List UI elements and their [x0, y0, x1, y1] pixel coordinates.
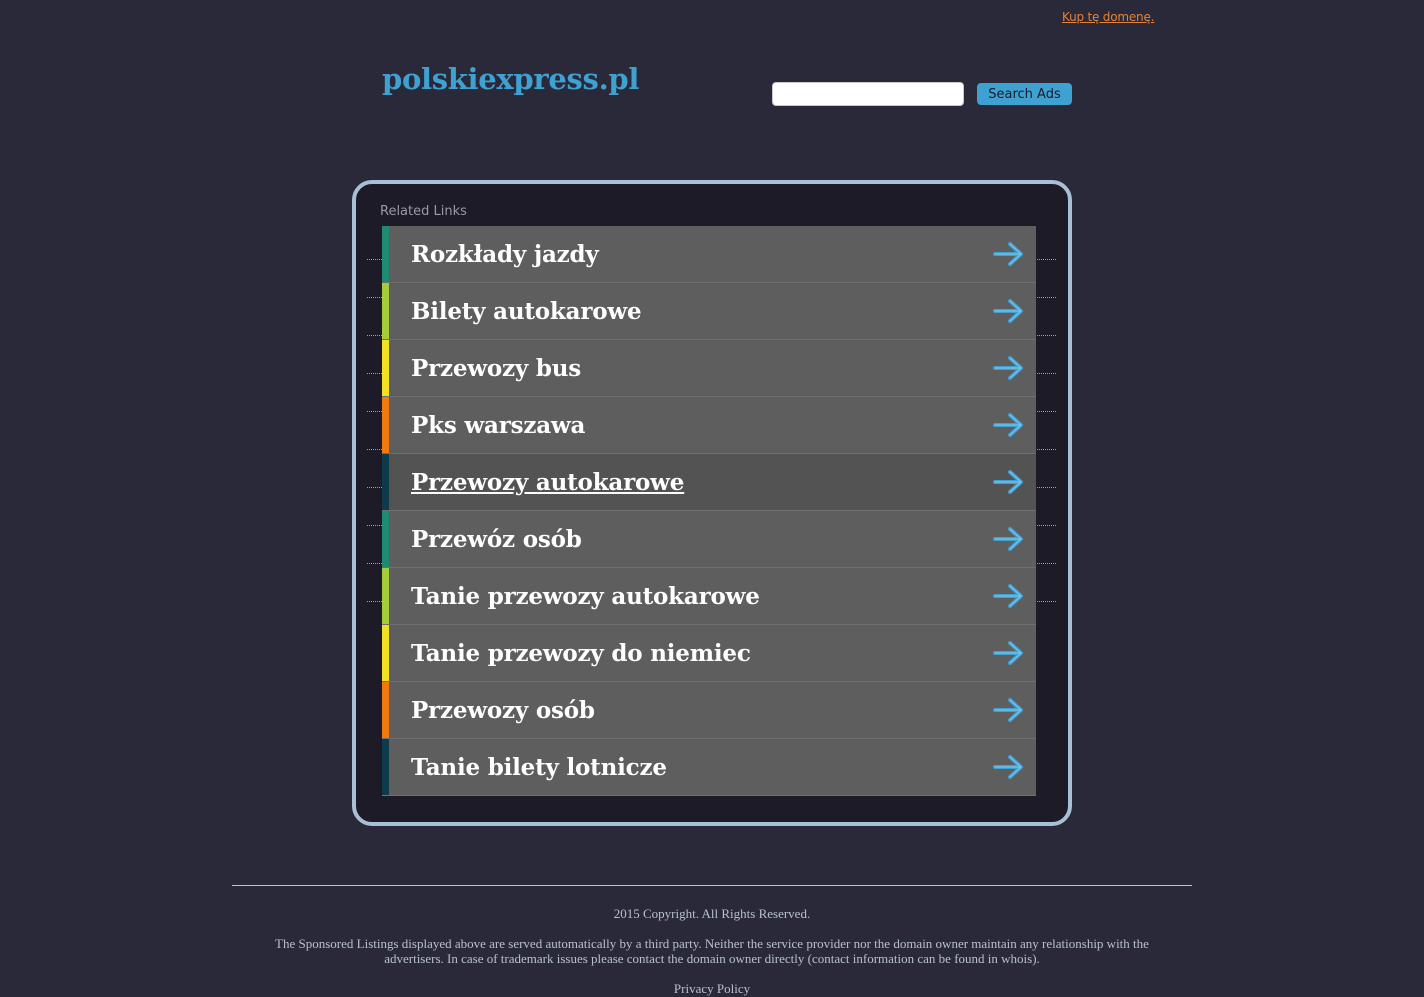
related-link-label[interactable]: Bilety autokarowe — [411, 297, 642, 325]
related-link-label[interactable]: Tanie bilety lotnicze — [411, 753, 667, 781]
arrow-right-icon[interactable] — [993, 412, 1025, 438]
related-link-item[interactable] — [382, 511, 1036, 568]
arrow-right-icon[interactable] — [993, 241, 1025, 267]
related-link-label[interactable]: Przewóz osób — [411, 525, 582, 553]
related-link-item[interactable] — [382, 283, 1036, 340]
related-link-label[interactable]: Tanie przewozy do niemiec — [411, 639, 751, 667]
search-input[interactable] — [772, 82, 964, 106]
privacy-policy-link[interactable]: Privacy Policy — [673, 981, 751, 996]
related-link-label[interactable]: Przewozy bus — [411, 354, 582, 382]
color-stripe — [382, 340, 389, 396]
arrow-right-icon[interactable] — [993, 583, 1025, 609]
color-stripe — [382, 682, 389, 738]
color-stripe — [382, 625, 389, 681]
color-stripe — [382, 739, 389, 795]
color-stripe — [382, 283, 389, 339]
related-link-item[interactable] — [382, 397, 1036, 454]
color-stripe — [382, 511, 389, 567]
arrow-right-icon[interactable] — [993, 526, 1025, 552]
related-link-item[interactable] — [382, 625, 1036, 682]
disclaimer-text: The Sponsored Listings displayed above are served automatically by a third party. Neither the service provider nor the domain owner maintain any relationship with the advertisers. In case of trademark issues please contact the domain owner directly (contact information can be found in whois). — [275, 936, 1149, 966]
related-link-item[interactable] — [382, 568, 1036, 625]
footer-divider — [232, 885, 1192, 886]
related-link-label[interactable]: Przewozy autokarowe — [411, 468, 685, 496]
buy-domain-link[interactable]: Kup tę domenę. — [1062, 10, 1155, 24]
site-title: polskiexpress.pl — [382, 62, 640, 96]
related-link-item[interactable] — [382, 739, 1036, 796]
related-link-item[interactable] — [382, 682, 1036, 739]
related-links-list — [382, 226, 1036, 796]
related-link-label[interactable]: Rozkłady jazdy — [411, 240, 599, 268]
related-link-label[interactable]: Tanie przewozy autokarowe — [411, 582, 760, 610]
related-link-item[interactable] — [382, 340, 1036, 397]
arrow-right-icon[interactable] — [993, 640, 1025, 666]
color-stripe — [382, 226, 389, 282]
color-stripe — [382, 568, 389, 624]
arrow-right-icon[interactable] — [993, 355, 1025, 381]
related-links-heading: Related Links — [380, 204, 467, 219]
color-stripe — [382, 397, 389, 453]
related-link-label[interactable]: Pks warszawa — [411, 411, 586, 439]
arrow-right-icon[interactable] — [993, 469, 1025, 495]
related-link-item[interactable] — [382, 454, 1036, 511]
search-ads-button[interactable]: Search Ads — [977, 83, 1072, 105]
arrow-right-icon[interactable] — [993, 697, 1025, 723]
related-link-label[interactable]: Przewozy osób — [411, 696, 595, 724]
arrow-right-icon[interactable] — [993, 298, 1025, 324]
copyright-text: 2015 Copyright. All Rights Reserved. — [613, 906, 811, 921]
related-link-item[interactable] — [382, 226, 1036, 283]
color-stripe — [382, 454, 389, 510]
arrow-right-icon[interactable] — [993, 754, 1025, 780]
